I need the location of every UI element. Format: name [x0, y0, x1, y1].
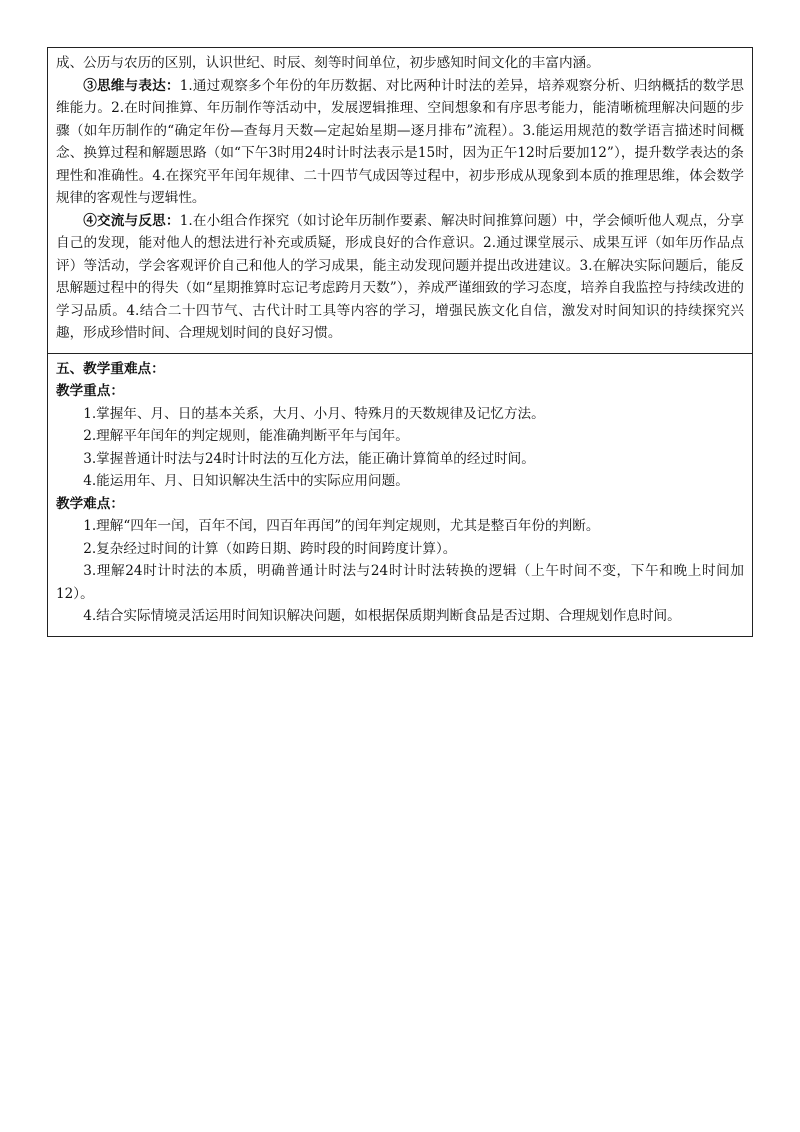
key-point-item: 2.理解平年闰年的判定规则，能准确判断平年与闰年。: [83, 428, 409, 444]
key-point-item: 3.掌握普通计时法与24时计时法的互化方法，能正确计算简单的经过时间。: [83, 450, 535, 467]
communication-reflection-paragraph: [56, 210, 744, 345]
thinking-expression-paragraph: [56, 75, 744, 210]
objective-intro-text: 成、公历与农历的区别，认识世纪、时辰、刻等时间单位，初步感知时间文化的丰富内涵。: [56, 55, 600, 71]
communication-reflection-body: 1.在小组合作探究（如讨论年历制作要素、解决时间推算问题）中，学会倾听他人观点，分享自己的发现，能对他人的想法进行补充或质疑，形成良好的合作意识。2.通过课堂展示、成果互评（如年历作品点评）等活动，学会客观评价自己和他人的学习成果，能主动发现问题并提出改进建议。3.在解决实际问题后，能反思解题过程中的得失（如“星期推算时忘记考虑跨月天数”），养成严谨细致的学习态度，培养自我监控与持续改进的学习品质。4.结合二十四节气、古代计时工具等内容的学习，增强民族文化自信，激发对时间知识的持续探究兴趣，形成珍惜时间、合理规划时间的良好习惯。: [56, 212, 745, 341]
difficulties-title: 教学难点：: [56, 495, 124, 512]
key-difficult-cell: [48, 353, 753, 636]
difficulty-item: 2.复杂经过时间的计算（如跨日期、跨时段的时间跨度计算）。: [83, 540, 457, 557]
key-point-item: 4.能运用年、月、日知识解决生活中的实际应用问题。: [83, 473, 409, 489]
communication-reflection-title: ④交流与反思：: [83, 212, 180, 229]
section-five-title: 五、教学重难点：: [56, 360, 165, 377]
objectives-cell: [48, 48, 753, 354]
thinking-expression-title: ③思维与表达：: [83, 77, 180, 94]
difficulty-item: 4.结合实际情境灵活运用时间知识解决问题，如根据保质期判断食品是否过期、合理规划作息时间。: [83, 608, 681, 624]
key-difficult-row: [48, 353, 753, 636]
lesson-plan-table: [47, 47, 753, 637]
thinking-expression-body: 1.通过观察多个年份的年历数据、对比两种计时法的差异，培养观察分析、归纳概括的数学思维能力。2.在时间推算、年历制作等活动中，发展逻辑推理、空间想象和有序思考能力，能清晰梳理解决问题的步骤（如年历制作的“确定年份—查每月天数—定起始星期—逐月排布”流程）。3.能运用规范的数学语言描述时间概念、换算过程和解题思路（如“下午3时用24时计时法表示是15时，因为正午12时后要加12”），提升数学表达的条理性和准确性。4.在探究平年闰年规律、二十四节气成因等过程中，初步形成从现象到本质的推理思维，体会数学规律的客观性与逻辑性。: [56, 77, 745, 206]
difficulty-item: 1.理解“四年一闰，百年不闰，四百年再闰”的闰年判定规则，尤其是整百年份的判断。: [83, 518, 600, 534]
objectives-row: [48, 48, 753, 354]
key-point-item: 1.掌握年、月、日的基本关系，大月、小月、特殊月的天数规律及记忆方法。: [83, 405, 545, 422]
difficulty-item: 3.理解24时计时法的本质，明确普通计时法与24时计时法转换的逻辑（上午时间不变，下午和晚上时间加12）。: [56, 563, 744, 602]
key-points-title: 教学重点：: [56, 383, 124, 399]
